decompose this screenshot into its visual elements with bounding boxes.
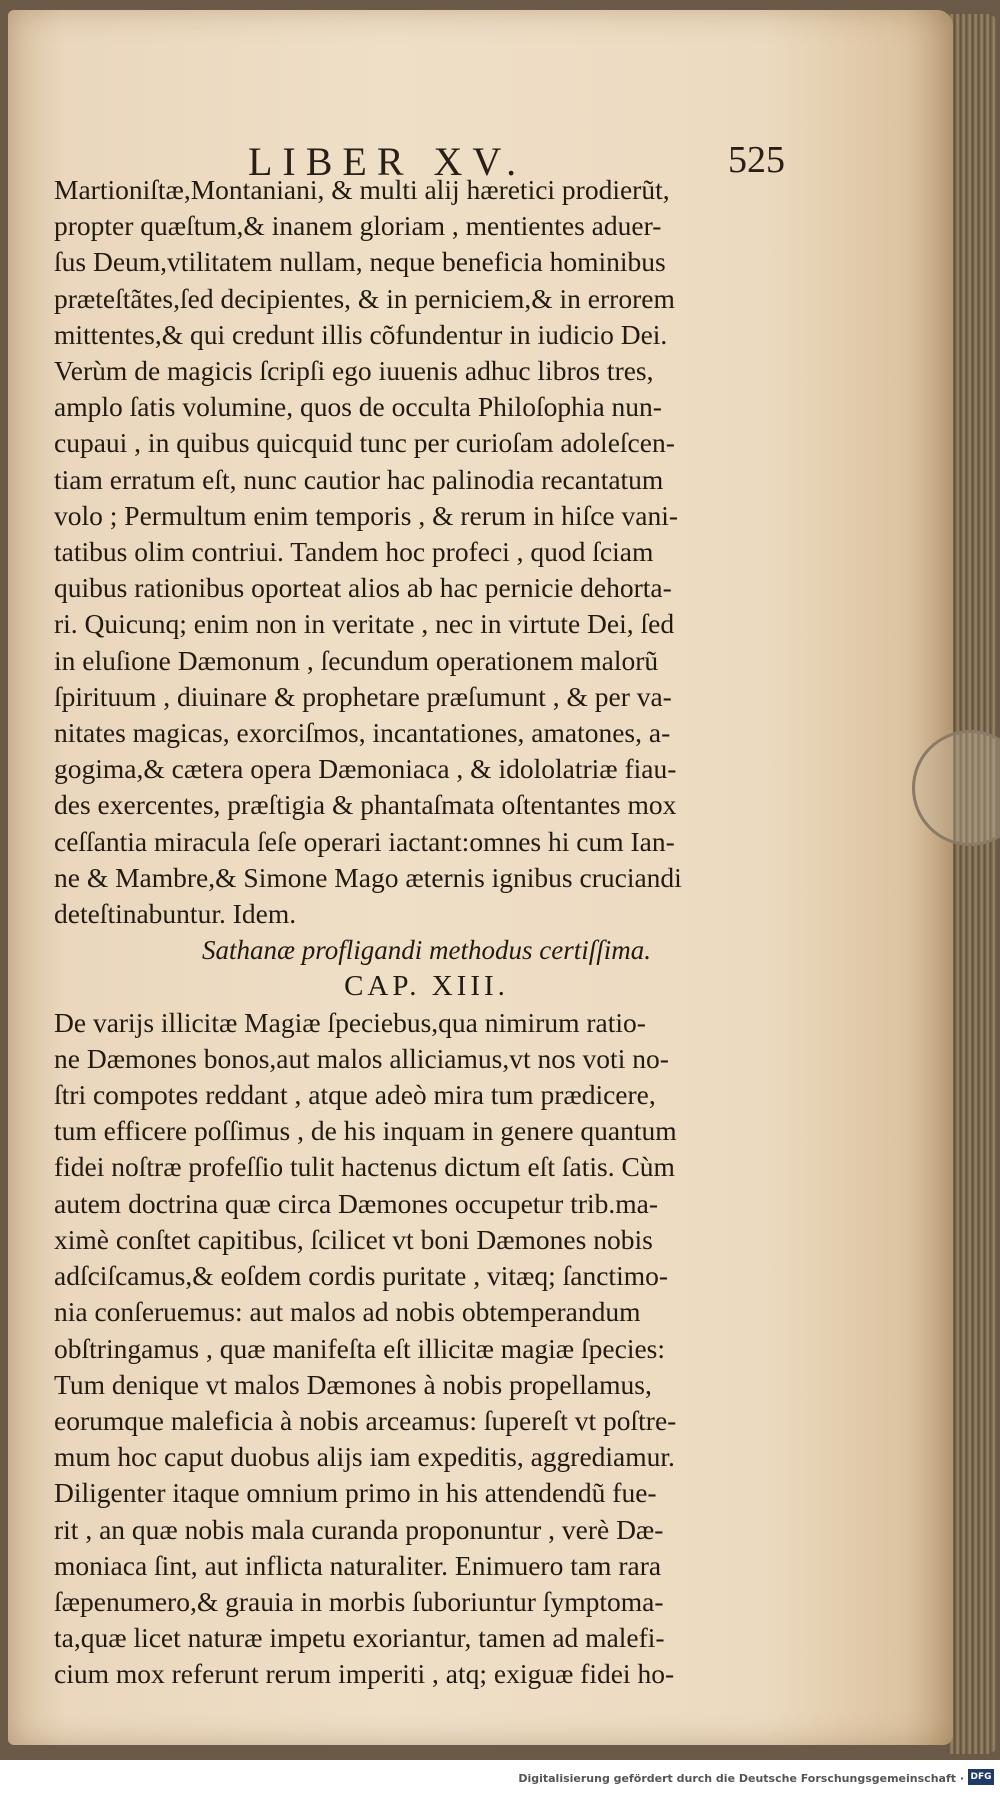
text-line: De varijs illicitæ Magiæ ſpeciebus,qua nimirum ratio- [54,1006,646,1038]
text-line: Martioniſtæ,Montaniani, & multi alij hæretici prodierũt, [54,174,670,205]
text-line: adſciſcamus,& eoſdem cordis puritate , vitæq; ſanctimo- [54,1260,669,1292]
text-line: volo ; Permultum enim temporis , & rerum in hiſce vani- [54,499,678,531]
text-line: rit , an quæ nobis mala curanda proponuntur , verè Dæ- [54,1513,664,1545]
text-line: Diligenter itaque omnium primo in his attendendũ fue- [54,1477,657,1509]
section-heading: Sathanæ profligandi methodus certiſſima. [202,935,651,966]
text-line: ri. Quicunq; enim non in veritate , nec in virtute Dei, ſed [54,608,675,640]
page-number: 525 [728,139,785,181]
digitization-footer [0,1760,1000,1795]
dfg-logo: DFG [968,1769,994,1785]
text-block-2 [54,1005,799,1693]
page-text [54,172,799,1693]
text-block-1 [54,172,799,932]
text-line: nia conſeruemus: aut malos ad nobis obtemperandum [54,1296,641,1328]
text-line: ne Dæmones bonos,aut malos alliciamus,vt nos voti no- [54,1042,669,1074]
text-line: ſpirituum , diuinare & prophetare præſumunt , & per va- [54,680,672,712]
text-line: ximè conſtet capitibus, ſcilicet vt boni Dæmones nobis [54,1223,653,1255]
text-line: nitates magicas, exorciſmos, incantationes, amatones, a- [54,717,671,749]
running-head: LIBER XV. [248,139,527,184]
text-line: des exercentes, præſtigia & phantaſmata oſtentantes mox [54,789,677,821]
text-line: ſæpenumero,& grauia in morbis ſuboriuntur ſymptoma- [54,1585,664,1617]
text-line: fidei noſtræ profeſſio tulit hactenus dictum eſt ſatis. Cùm [54,1151,675,1183]
text-line: in eluſione Dæmonum , ſecundum operationem malorũ [54,644,659,676]
book-page [8,10,953,1745]
text-line: propter quæſtum,& inanem gloriam , mentientes aduer- [54,210,662,242]
text-line: Verùm de magicis ſcripſi ego iuuenis adhuc libros tres, [54,355,654,387]
text-line: Tum denique vt malos Dæmones à nobis propellamus, [54,1368,652,1400]
text-line: amplo ſatis volumine, quos de occulta Philoſophia nun- [54,391,662,423]
text-line: gogima,& cætera opera Dæmoniaca , & idololatriæ fiau- [54,753,677,785]
text-line: tiam erratum eſt, nunc cautior hac palinodia recantatum [54,463,664,495]
text-line: ne & Mambre,& Simone Mago æternis ignibus cruciandi [54,861,682,893]
text-line: mittentes,& qui credunt illis cõfundentur in iudicio Dei. [54,318,668,350]
text-line: deteſtinabuntur. Idem. [54,898,297,930]
text-line: cupaui , in quibus quicquid tunc per curioſam adoleſcen- [54,427,675,459]
text-line: ta,quæ licet naturæ impetu exoriantur, tamen ad malefi- [54,1622,665,1654]
text-line: cium mox referunt rerum imperiti , atq; exiguæ fidei ho- [54,1658,675,1690]
text-line: quibus rationibus oporteat alios ab hac pernicie dehorta- [54,572,672,604]
text-line: ſus Deum,vtilitatem nullam, neque beneficia hominibus [54,246,666,278]
text-line: autem doctrina quæ circa Dæmones occupetur trib.ma- [54,1187,659,1219]
text-line: eorumque maleficia à nobis arceamus: ſupereſt vt poſtre- [54,1404,677,1436]
text-line: tum efficere poſſimus , de his inquam in genere quantum [54,1115,677,1147]
page-edges [948,14,996,1754]
text-line: præteſtãtes,ſed decipientes, & in perniciem,& in errorem [54,282,675,314]
text-line: moniaca ſint, aut inflicta naturaliter. Enimuero tam rara [54,1549,662,1581]
text-line: ſtri compotes reddant , atque adeò mira tum prædicere, [54,1079,656,1111]
chapter-heading: CAP. XIII. [344,970,509,1003]
text-line: ceſſantia miracula ſeſe operari iactant:omnes hi cum Ian- [54,825,675,857]
text-line: mum hoc caput duobus alijs iam expeditis, aggrediamur. [54,1441,675,1473]
funding-credit: Digitalisierung gefördert durch die Deutsche Forschungsgemeinschaft · [518,1772,964,1785]
text-line: obſtringamus , quæ manifeſta eſt illicitæ magiæ ſpecies: [54,1332,666,1364]
text-line: tatibus olim contriui. Tandem hoc profeci , quod ſciam [54,536,654,568]
